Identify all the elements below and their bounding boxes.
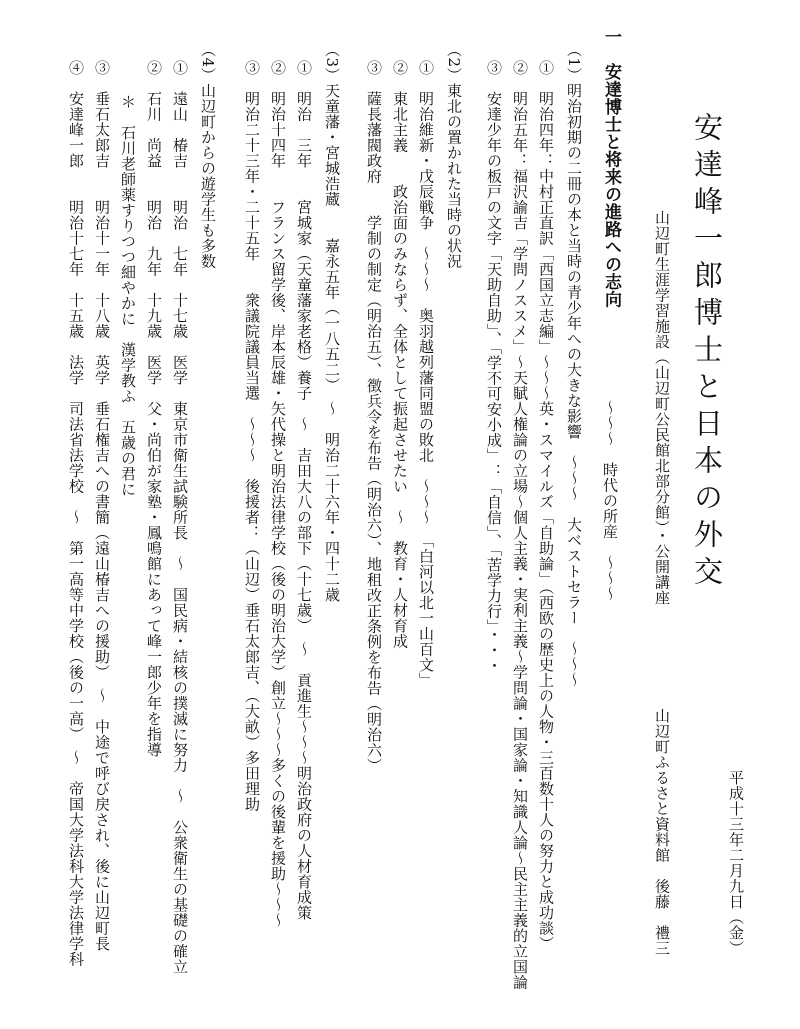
lecture-venue: 山辺町生涯学習施設（山辺町公民館北部分館）・公開講座 [653, 210, 671, 606]
paragraph-4-item-4: ④ 安達峰一郎 明治十七年 十五歳 法学 司法省法学校 〜 第一高等中学校（後の一高） 〜 帝国大学法科大学法律学科 [67, 60, 85, 967]
section-heading: 一 安達博士と将来の進路への志向 [601, 28, 621, 308]
paragraph-3-heading: （3）天童藩・宮城浩蔵 嘉永五年（一八五二） 〜 明治二十六年・四十二歳 [323, 42, 341, 603]
paragraph-3-item-2: ② 明治十四年 フランス留学後、岸本辰雄・矢代操と明治法律学校（後の明治大学）創立〜〜〜多くの後輩を援助〜〜〜 [269, 60, 287, 928]
document-title: 安達峰一郎博士と日本の外交 [690, 112, 724, 593]
paragraph-1-heading: （1）明治初期の二冊の本と当時の青少年への大きな影響 〜〜〜 大ベストセラー 〜〜〜 [565, 42, 583, 688]
paragraph-4-heading: （4）山辺町からの遊学生も多数 [199, 42, 217, 270]
paragraph-2-heading: （2）東北の置かれた当時の状況 [445, 42, 463, 270]
paragraph-3-item-3: ③ 明治二十三年・二十五年 衆議院議員当選 〜〜〜 後援者：（山辺）垂石太郎吉、（大畝）多田理助 [243, 60, 261, 812]
paragraph-4-item-1: ① 遠山 椿吉 明治 七年 十七歳 医学 東京市衛生試験所長 〜 国民病・結核の撲滅に努力 〜 公衆衛生の基礎の確立 [171, 60, 189, 975]
lecture-author: 山辺町ふるさと資料館 後藤 禮三 [653, 708, 671, 956]
lecture-date: 平成十三年二月九日（金） [727, 770, 745, 956]
paragraph-4-item-3: ③ 垂石太郎吉 明治十一年 十八歳 英学 垂石権吉への書簡（遠山椿吉への援助） 〜 中途で呼び戻され、後に山辺町長 [93, 60, 111, 952]
paragraph-4-item-2: ② 石川 尚益 明治 九年 十九歳 医学 父・尚伯が家塾・鳳鳴館にあって峰一郎少年を指導 [145, 60, 163, 758]
paragraph-2-item-2: ② 東北主義 政治面のみならず、全体として振起させたい 〜 教育・人材育成 [391, 60, 409, 649]
paragraph-1-item-3: ③ 安達少年の板戸の文字「天助自助」、「学不可安小成」：「自信」、「苦学力行」・・・ [485, 60, 503, 674]
paragraph-2-item-1: ① 明治維新・戊辰戦争 〜〜〜 奥羽越列藩同盟の敗北 〜〜〜 「白河以北一山百文」 [417, 60, 435, 688]
paragraph-3-item-1: ① 明治 三年 宮城家（天童藩家老格）養子 〜 吉田大八の部下（十七歳） 〜 貢進生〜〜〜明治政府の人材育成策 [295, 60, 313, 921]
paragraph-4-item-2-note: ＊ 石川老師薬すりつつ細やかに 漢学教ふ 五歳の君に [119, 94, 137, 497]
paragraph-1-item-2: ② 明治五年：福沢諭吉「学問ノススメ」〜天賦人権論の立場〜個人主義・実利主義〜学問論・国家論・知識人論〜民主主義的立国論 [511, 60, 529, 990]
paragraph-1-item-1: ① 明治四年：中村正直訳「西国立志編」〜〜〜英・スマイルズ「自助論」（西欧の歴史上の人物・三百数十人の努力と成功談） [537, 60, 555, 952]
section-subtitle: 〜〜〜 時代の所産 〜〜〜 [601, 400, 619, 602]
paragraph-2-item-3: ③ 薩長藩閥政府 学制の制定（明治五）、徴兵令を布告（明治六）、地租改正条例を布告（明治六） [365, 60, 383, 774]
